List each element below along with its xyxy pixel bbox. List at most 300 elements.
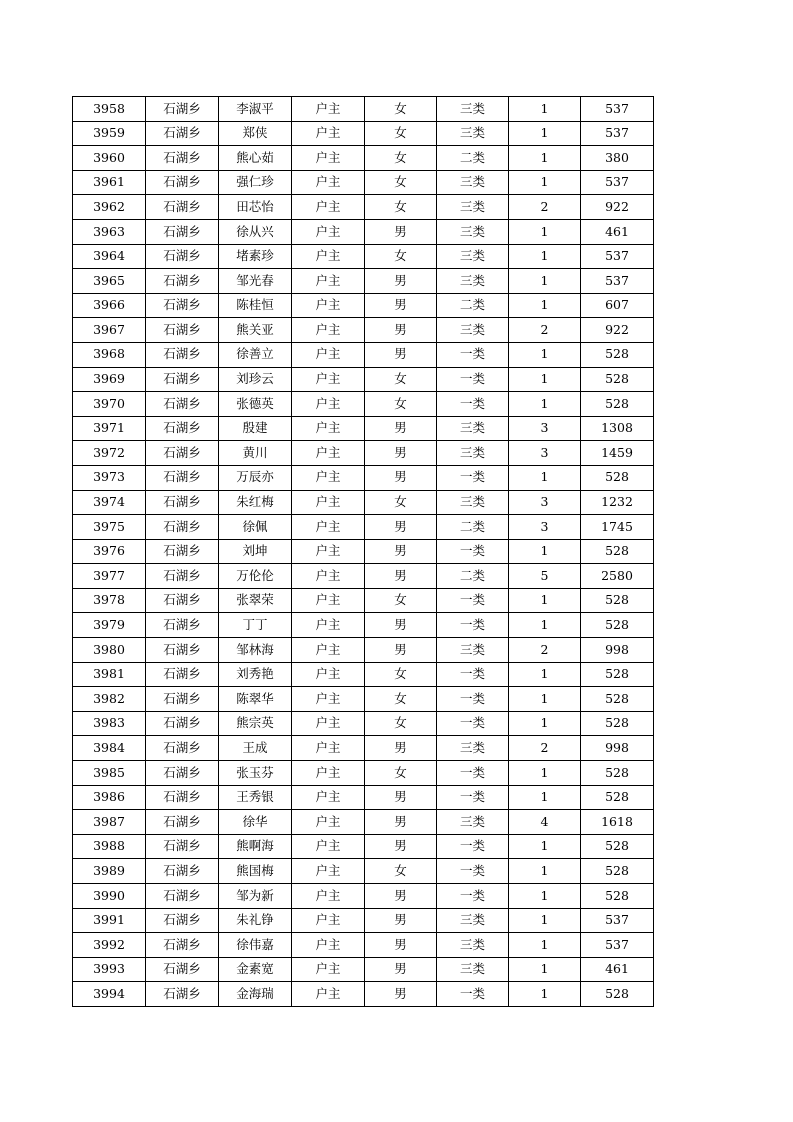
gender-cell: 男: [365, 957, 437, 982]
amount-cell: 537: [581, 97, 654, 122]
count-cell: 1: [509, 465, 581, 490]
count-cell: 1: [509, 539, 581, 564]
township-cell: 石湖乡: [146, 687, 219, 712]
amount-cell: 380: [581, 146, 654, 171]
row-number-cell: 3983: [73, 711, 146, 736]
category-cell: 二类: [437, 564, 509, 589]
count-cell: 4: [509, 810, 581, 835]
name-cell: 郑侠: [219, 121, 292, 146]
amount-cell: 528: [581, 761, 654, 786]
name-cell: 万伦伦: [219, 564, 292, 589]
count-cell: 1: [509, 859, 581, 884]
count-cell: 2: [509, 736, 581, 761]
gender-cell: 男: [365, 539, 437, 564]
table-row: [73, 195, 654, 220]
count-cell: 1: [509, 170, 581, 195]
gender-cell: 男: [365, 810, 437, 835]
name-cell: 金海瑞: [219, 982, 292, 1007]
name-cell: 邹为新: [219, 884, 292, 909]
name-cell: 殷建: [219, 416, 292, 441]
name-cell: 万辰亦: [219, 465, 292, 490]
township-cell: 石湖乡: [146, 859, 219, 884]
amount-cell: 1459: [581, 441, 654, 466]
category-cell: 三类: [437, 810, 509, 835]
table-row: [73, 515, 654, 540]
name-cell: 李淑平: [219, 97, 292, 122]
gender-cell: 男: [365, 834, 437, 859]
count-cell: 1: [509, 834, 581, 859]
table-row: [73, 416, 654, 441]
count-cell: 1: [509, 957, 581, 982]
category-cell: 一类: [437, 539, 509, 564]
relation-cell: 户主: [292, 588, 365, 613]
category-cell: 三类: [437, 195, 509, 220]
table-row: [73, 638, 654, 663]
amount-cell: 528: [581, 982, 654, 1007]
township-cell: 石湖乡: [146, 711, 219, 736]
amount-cell: 528: [581, 884, 654, 909]
category-cell: 三类: [437, 908, 509, 933]
gender-cell: 男: [365, 441, 437, 466]
township-cell: 石湖乡: [146, 219, 219, 244]
amount-cell: 537: [581, 121, 654, 146]
amount-cell: 528: [581, 392, 654, 417]
gender-cell: 男: [365, 342, 437, 367]
relation-cell: 户主: [292, 392, 365, 417]
name-cell: 徐善立: [219, 342, 292, 367]
category-cell: 三类: [437, 416, 509, 441]
township-cell: 石湖乡: [146, 539, 219, 564]
name-cell: 刘秀艳: [219, 662, 292, 687]
count-cell: 1: [509, 588, 581, 613]
name-cell: 朱礼铮: [219, 908, 292, 933]
name-cell: 张玉芬: [219, 761, 292, 786]
count-cell: 2: [509, 195, 581, 220]
count-cell: 3: [509, 441, 581, 466]
gender-cell: 女: [365, 711, 437, 736]
table-row: [73, 367, 654, 392]
table-row: [73, 293, 654, 318]
relation-cell: 户主: [292, 97, 365, 122]
gender-cell: 女: [365, 392, 437, 417]
category-cell: 三类: [437, 318, 509, 343]
gender-cell: 男: [365, 465, 437, 490]
relation-cell: 户主: [292, 441, 365, 466]
row-number-cell: 3966: [73, 293, 146, 318]
row-number-cell: 3994: [73, 982, 146, 1007]
township-cell: 石湖乡: [146, 441, 219, 466]
amount-cell: 922: [581, 195, 654, 220]
category-cell: 三类: [437, 269, 509, 294]
table-row: [73, 711, 654, 736]
row-number-cell: 3993: [73, 957, 146, 982]
name-cell: 熊国梅: [219, 859, 292, 884]
gender-cell: 女: [365, 687, 437, 712]
table-row: [73, 613, 654, 638]
relation-cell: 户主: [292, 244, 365, 269]
row-number-cell: 3992: [73, 933, 146, 958]
table-row: [73, 441, 654, 466]
relation-cell: 户主: [292, 908, 365, 933]
row-number-cell: 3984: [73, 736, 146, 761]
amount-cell: 461: [581, 957, 654, 982]
township-cell: 石湖乡: [146, 367, 219, 392]
township-cell: 石湖乡: [146, 761, 219, 786]
relation-cell: 户主: [292, 465, 365, 490]
table-row: [73, 662, 654, 687]
category-cell: 一类: [437, 859, 509, 884]
row-number-cell: 3967: [73, 318, 146, 343]
count-cell: 1: [509, 392, 581, 417]
category-cell: 二类: [437, 146, 509, 171]
relation-cell: 户主: [292, 539, 365, 564]
row-number-cell: 3963: [73, 219, 146, 244]
row-number-cell: 3975: [73, 515, 146, 540]
table-row: [73, 539, 654, 564]
category-cell: 一类: [437, 367, 509, 392]
relation-cell: 户主: [292, 146, 365, 171]
category-cell: 一类: [437, 662, 509, 687]
gender-cell: 男: [365, 785, 437, 810]
category-cell: 一类: [437, 711, 509, 736]
row-number-cell: 3965: [73, 269, 146, 294]
row-number-cell: 3990: [73, 884, 146, 909]
township-cell: 石湖乡: [146, 342, 219, 367]
relation-cell: 户主: [292, 884, 365, 909]
gender-cell: 女: [365, 662, 437, 687]
table-row: [73, 957, 654, 982]
table-row: [73, 244, 654, 269]
gender-cell: 男: [365, 908, 437, 933]
amount-cell: 461: [581, 219, 654, 244]
category-cell: 一类: [437, 834, 509, 859]
relation-cell: 户主: [292, 318, 365, 343]
gender-cell: 女: [365, 170, 437, 195]
name-cell: 徐伟嘉: [219, 933, 292, 958]
row-number-cell: 3970: [73, 392, 146, 417]
table-row: [73, 884, 654, 909]
table-row: [73, 342, 654, 367]
relation-cell: 户主: [292, 711, 365, 736]
count-cell: 3: [509, 490, 581, 515]
amount-cell: 528: [581, 588, 654, 613]
table-row: [73, 465, 654, 490]
township-cell: 石湖乡: [146, 293, 219, 318]
amount-cell: 528: [581, 367, 654, 392]
name-cell: 刘珍云: [219, 367, 292, 392]
relation-cell: 户主: [292, 662, 365, 687]
row-number-cell: 3985: [73, 761, 146, 786]
count-cell: 1: [509, 785, 581, 810]
amount-cell: 2580: [581, 564, 654, 589]
count-cell: 1: [509, 908, 581, 933]
gender-cell: 男: [365, 515, 437, 540]
township-cell: 石湖乡: [146, 908, 219, 933]
table-row: [73, 170, 654, 195]
relation-cell: 户主: [292, 564, 365, 589]
gender-cell: 男: [365, 564, 437, 589]
amount-cell: 528: [581, 834, 654, 859]
township-cell: 石湖乡: [146, 269, 219, 294]
table-row: [73, 146, 654, 171]
amount-cell: 528: [581, 859, 654, 884]
count-cell: 2: [509, 318, 581, 343]
amount-cell: 528: [581, 711, 654, 736]
relation-cell: 户主: [292, 638, 365, 663]
relation-cell: 户主: [292, 416, 365, 441]
category-cell: 三类: [437, 638, 509, 663]
amount-cell: 537: [581, 244, 654, 269]
township-cell: 石湖乡: [146, 834, 219, 859]
township-cell: 石湖乡: [146, 933, 219, 958]
amount-cell: 998: [581, 736, 654, 761]
name-cell: 熊啊海: [219, 834, 292, 859]
category-cell: 一类: [437, 761, 509, 786]
name-cell: 刘坤: [219, 539, 292, 564]
category-cell: 一类: [437, 613, 509, 638]
table-row: [73, 933, 654, 958]
township-cell: 石湖乡: [146, 465, 219, 490]
row-number-cell: 3960: [73, 146, 146, 171]
table-row: [73, 834, 654, 859]
amount-cell: 1232: [581, 490, 654, 515]
relation-cell: 户主: [292, 687, 365, 712]
category-cell: 三类: [437, 244, 509, 269]
amount-cell: 528: [581, 662, 654, 687]
amount-cell: 528: [581, 539, 654, 564]
amount-cell: 528: [581, 342, 654, 367]
row-number-cell: 3977: [73, 564, 146, 589]
township-cell: 石湖乡: [146, 957, 219, 982]
count-cell: 1: [509, 662, 581, 687]
category-cell: 一类: [437, 342, 509, 367]
amount-cell: 528: [581, 613, 654, 638]
table-row: [73, 219, 654, 244]
category-cell: 一类: [437, 687, 509, 712]
relation-cell: 户主: [292, 613, 365, 638]
count-cell: 1: [509, 687, 581, 712]
count-cell: 1: [509, 884, 581, 909]
amount-cell: 1618: [581, 810, 654, 835]
count-cell: 1: [509, 244, 581, 269]
amount-cell: 998: [581, 638, 654, 663]
table-row: [73, 588, 654, 613]
row-number-cell: 3979: [73, 613, 146, 638]
category-cell: 三类: [437, 736, 509, 761]
category-cell: 三类: [437, 957, 509, 982]
count-cell: 1: [509, 121, 581, 146]
amount-cell: 528: [581, 687, 654, 712]
name-cell: 陈桂恒: [219, 293, 292, 318]
relation-cell: 户主: [292, 219, 365, 244]
gender-cell: 男: [365, 318, 437, 343]
relation-cell: 户主: [292, 367, 365, 392]
row-number-cell: 3978: [73, 588, 146, 613]
row-number-cell: 3973: [73, 465, 146, 490]
relation-cell: 户主: [292, 785, 365, 810]
name-cell: 田芯怡: [219, 195, 292, 220]
township-cell: 石湖乡: [146, 318, 219, 343]
name-cell: 堵素珍: [219, 244, 292, 269]
name-cell: 王秀银: [219, 785, 292, 810]
data-table: [72, 96, 654, 1007]
category-cell: 三类: [437, 121, 509, 146]
gender-cell: 男: [365, 293, 437, 318]
category-cell: 二类: [437, 515, 509, 540]
count-cell: 3: [509, 416, 581, 441]
category-cell: 一类: [437, 884, 509, 909]
gender-cell: 男: [365, 638, 437, 663]
gender-cell: 男: [365, 416, 437, 441]
table-row: [73, 392, 654, 417]
category-cell: 三类: [437, 441, 509, 466]
category-cell: 一类: [437, 465, 509, 490]
gender-cell: 男: [365, 933, 437, 958]
amount-cell: 537: [581, 269, 654, 294]
township-cell: 石湖乡: [146, 736, 219, 761]
township-cell: 石湖乡: [146, 810, 219, 835]
relation-cell: 户主: [292, 834, 365, 859]
relation-cell: 户主: [292, 269, 365, 294]
township-cell: 石湖乡: [146, 613, 219, 638]
table-row: [73, 982, 654, 1007]
count-cell: 1: [509, 761, 581, 786]
gender-cell: 男: [365, 269, 437, 294]
township-cell: 石湖乡: [146, 515, 219, 540]
category-cell: 一类: [437, 785, 509, 810]
amount-cell: 1308: [581, 416, 654, 441]
row-number-cell: 3971: [73, 416, 146, 441]
row-number-cell: 3988: [73, 834, 146, 859]
table-row: [73, 318, 654, 343]
township-cell: 石湖乡: [146, 884, 219, 909]
row-number-cell: 3981: [73, 662, 146, 687]
count-cell: 3: [509, 515, 581, 540]
gender-cell: 男: [365, 736, 437, 761]
name-cell: 丁丁: [219, 613, 292, 638]
gender-cell: 女: [365, 121, 437, 146]
count-cell: 1: [509, 342, 581, 367]
category-cell: 三类: [437, 219, 509, 244]
count-cell: 1: [509, 219, 581, 244]
table-row: [73, 859, 654, 884]
gender-cell: 女: [365, 761, 437, 786]
table-row: [73, 97, 654, 122]
amount-cell: 537: [581, 908, 654, 933]
count-cell: 1: [509, 97, 581, 122]
category-cell: 三类: [437, 170, 509, 195]
category-cell: 三类: [437, 97, 509, 122]
table-row: [73, 810, 654, 835]
relation-cell: 户主: [292, 515, 365, 540]
gender-cell: 男: [365, 219, 437, 244]
category-cell: 三类: [437, 933, 509, 958]
gender-cell: 女: [365, 490, 437, 515]
relation-cell: 户主: [292, 810, 365, 835]
name-cell: 金素宽: [219, 957, 292, 982]
relation-cell: 户主: [292, 490, 365, 515]
name-cell: 张翠荣: [219, 588, 292, 613]
row-number-cell: 3989: [73, 859, 146, 884]
category-cell: 二类: [437, 293, 509, 318]
township-cell: 石湖乡: [146, 170, 219, 195]
gender-cell: 男: [365, 982, 437, 1007]
amount-cell: 607: [581, 293, 654, 318]
name-cell: 邹光春: [219, 269, 292, 294]
count-cell: 1: [509, 711, 581, 736]
count-cell: 1: [509, 146, 581, 171]
township-cell: 石湖乡: [146, 146, 219, 171]
township-cell: 石湖乡: [146, 588, 219, 613]
gender-cell: 女: [365, 244, 437, 269]
row-number-cell: 3987: [73, 810, 146, 835]
relation-cell: 户主: [292, 170, 365, 195]
township-cell: 石湖乡: [146, 785, 219, 810]
relation-cell: 户主: [292, 121, 365, 146]
amount-cell: 528: [581, 785, 654, 810]
township-cell: 石湖乡: [146, 244, 219, 269]
category-cell: 三类: [437, 490, 509, 515]
row-number-cell: 3964: [73, 244, 146, 269]
relation-cell: 户主: [292, 761, 365, 786]
relation-cell: 户主: [292, 293, 365, 318]
table-row: [73, 785, 654, 810]
name-cell: 徐华: [219, 810, 292, 835]
township-cell: 石湖乡: [146, 97, 219, 122]
row-number-cell: 3976: [73, 539, 146, 564]
gender-cell: 男: [365, 884, 437, 909]
name-cell: 朱红梅: [219, 490, 292, 515]
name-cell: 陈翠华: [219, 687, 292, 712]
table-row: [73, 564, 654, 589]
count-cell: 2: [509, 638, 581, 663]
township-cell: 石湖乡: [146, 638, 219, 663]
row-number-cell: 3968: [73, 342, 146, 367]
gender-cell: 女: [365, 195, 437, 220]
gender-cell: 女: [365, 859, 437, 884]
name-cell: 徐从兴: [219, 219, 292, 244]
count-cell: 1: [509, 293, 581, 318]
name-cell: 熊关亚: [219, 318, 292, 343]
township-cell: 石湖乡: [146, 662, 219, 687]
township-cell: 石湖乡: [146, 490, 219, 515]
table-row: [73, 269, 654, 294]
count-cell: 1: [509, 933, 581, 958]
row-number-cell: 3959: [73, 121, 146, 146]
amount-cell: 537: [581, 933, 654, 958]
table-body: [73, 97, 654, 1007]
category-cell: 一类: [437, 982, 509, 1007]
row-number-cell: 3986: [73, 785, 146, 810]
table-row: [73, 121, 654, 146]
row-number-cell: 3969: [73, 367, 146, 392]
name-cell: 黄川: [219, 441, 292, 466]
table-row: [73, 736, 654, 761]
count-cell: 1: [509, 367, 581, 392]
township-cell: 石湖乡: [146, 564, 219, 589]
township-cell: 石湖乡: [146, 982, 219, 1007]
category-cell: 一类: [437, 392, 509, 417]
count-cell: 1: [509, 269, 581, 294]
name-cell: 邹林海: [219, 638, 292, 663]
name-cell: 徐佩: [219, 515, 292, 540]
name-cell: 王成: [219, 736, 292, 761]
amount-cell: 528: [581, 465, 654, 490]
row-number-cell: 3962: [73, 195, 146, 220]
table-row: [73, 761, 654, 786]
relation-cell: 户主: [292, 957, 365, 982]
relation-cell: 户主: [292, 736, 365, 761]
